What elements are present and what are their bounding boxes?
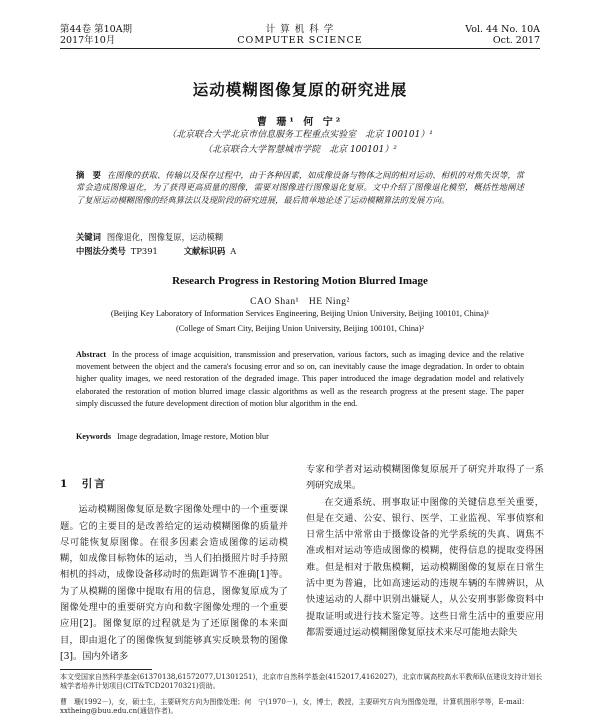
keywords-en [76, 432, 524, 441]
doc-code-value: A [230, 246, 237, 256]
abstract-en-text: In the process of image acquisition, transmission and preservation, various factors, such as imaging device and the relative movement between the object and the camera's focusing error and so on, can inevitably cause the image degradation. In order to obtain higher quality images, we need restoration of the degraded image. This paper introduced the image degradation model and relatively elaborated the restoration of motion blurred image classic algorithms as well as the research progress at the present stage. The paper simply discussed the future development direction of motion blur algorithm in the end. [76, 350, 524, 408]
footnote-authors: 曹 珊(1992－)，女，硕士生，主要研究方向为图像处理；何 宁(1970－)，女，博士，教授，主要研究方向为图像处理，计算机图形学等，E-mail：xxtheing@buu.edu.cn(通信作者)。 [60, 698, 529, 715]
affiliation-en-2: (College of Smart City, Beijing Union University, Beijing 100101, China)² [176, 324, 424, 333]
classification-zh [76, 245, 524, 257]
clc-label: 中图法分类号 [76, 246, 126, 256]
keywords-zh-text: 图像退化，图像复原，运动模糊 [106, 232, 224, 242]
paper-title-zh: 运动模糊图像复原的研究进展 [192, 80, 408, 99]
affiliation-zh-1: （北京联合大学北京市信息服务工程重点实验室 北京 100101）¹ [167, 130, 433, 140]
volume-issue-en: Vol. 44 No. 10A [465, 24, 540, 35]
abstract-zh [76, 169, 524, 206]
running-header [60, 24, 540, 54]
abstract-zh-label: 摘 要 [76, 170, 102, 180]
clc-value: TP391 [130, 246, 158, 256]
abstract-en [76, 349, 524, 410]
paper-title-en: Research Progress in Restoring Motion Blurred Image [172, 275, 428, 287]
section-heading-introduction: 1 引言 [60, 478, 107, 490]
journal-name-en: COMPUTER SCIENCE [237, 35, 363, 46]
journal-issue-en [465, 24, 540, 46]
doc-code-label: 文献标识码 [183, 246, 226, 256]
volume-issue: 第44卷 第10A期 [60, 24, 133, 35]
header-rule [60, 48, 540, 49]
body-column-right [306, 462, 544, 641]
issue-date: 2017年10月 [60, 35, 116, 46]
abstract-zh-text: 在图像的获取、传输以及保存过程中，由于各种因素，如成像设备与物体之间的相对运动、相机的对焦失误等，常常会造成图像退化，为了获得更高质量的图像，需要对图像进行图像退化复原。文中介绍了图像退化模型，概括性地阐述了复原运动模糊图像的经典算法以及现阶段的研究进展，最后简单地论述了运动模糊算法的发展方向。 [76, 170, 524, 205]
journal-name-zh: 计 算 机 科 学 [265, 24, 335, 35]
footnote-rule [60, 669, 152, 670]
abstract-en-label: Abstract [76, 350, 107, 359]
authors-en: CAO Shan¹ HE Ning² [250, 297, 350, 307]
issue-date-en: Oct. 2017 [492, 35, 540, 46]
body-paragraph: 在交通系统、刑事取证中图像的关键信息至关重要，但是在交通、公安、银行、医学、工业监视、军事侦察和日常生活中常常由于摄像设备的光学系统的失真、调焦不准或相对运动等造成图像的模糊，使得信息的提取变得困难。但是相对于散焦模糊，运动模糊图像的复原在日常生活中更为普遍，比如高速运动的违规车辆的车牌辨识，从快速运动的人群中识别出嫌疑人，从公安刑事影像资料中提取证明或进行技术鉴定等。这些日常生活中的重要应用都需要通过运动模糊图像复原技术来尽可能地去除失 [306, 496, 544, 638]
footnote-funding: 本文受国家自然科学基金(61370138,61572077,U1301251)，北京市自然科学基金(4152017,4162027)，北京市属高校高水平教师队伍建设支持计划长城学者培养计划项目(CIT&TCD20170321)资助。 [60, 673, 543, 690]
keywords-en-text: Image degradation, Image restore, Motion blur [117, 432, 269, 441]
authors-zh: 曹 珊¹ 何 宁² [256, 117, 344, 128]
body-paragraph: 运动模糊图像复原是数字图像处理中的一个重要课题。它的主要目的是改善给定的运动模糊图像的质量并尽可能恢复原图像。在很多因素会造成图像的运动模糊，如成像目标物体的运动，当人们拍摄照片时手持照相机的抖动，成像设备移动时的焦距调节不准确[1]等。为了从模糊的图像中提取有用的信息，图像复原成为了图像处理中的重要研究方向和数字图像处理的一个重要应用[2]。图像复原的过程就是为了还原图像的本来面目，即由退化了的图像恢复到能够真实反映景物的图像[3]。国内外诸多 [60, 504, 288, 662]
affiliation-en-1: (Beijing Key Laboratory of Information Services Engineering, Beijing Union University, Beijing 100101, China)¹ [110, 309, 490, 318]
body-paragraph-continued: 专家和学者对运动模糊图像复原展开了研究并取得了一系列研究成果。 [306, 464, 544, 492]
affiliation-zh-2: （北京联合大学智慧城市学院 北京 100101）² [203, 145, 397, 155]
keywords-zh-label: 关键词 [76, 232, 101, 242]
keywords-en-label: Keywords [76, 432, 112, 441]
keywords-zh [76, 231, 524, 243]
body-column-left [60, 462, 288, 665]
